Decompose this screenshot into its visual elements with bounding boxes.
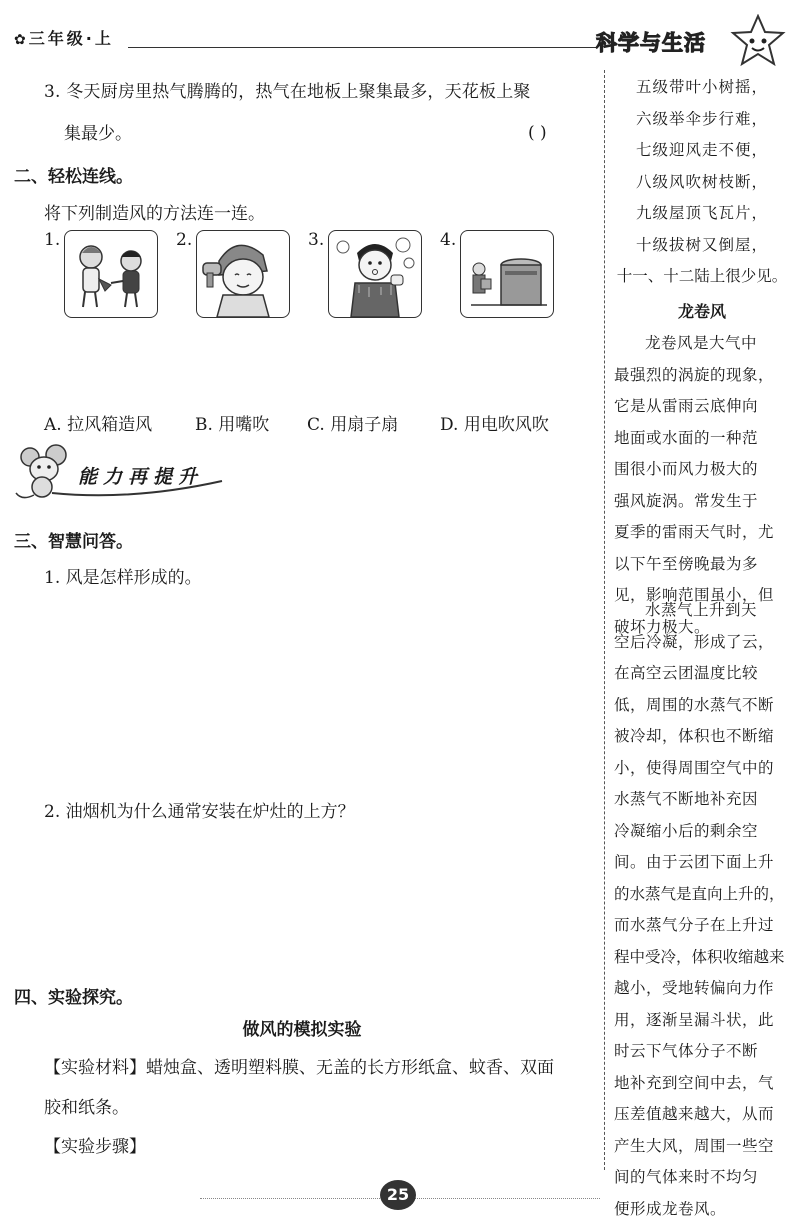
materials-line-2: 胶和纸条。 xyxy=(44,1096,129,1120)
poem-line: 五级带叶小树摇， xyxy=(614,72,790,104)
poem-line: 十一、十二陆上很少见。 xyxy=(614,261,790,293)
para-line: 便形成龙卷风。 xyxy=(614,1194,790,1225)
para-line: 程中受冷，体积收缩越来 xyxy=(614,942,790,974)
option-b: B. 用嘴吹 xyxy=(195,413,269,437)
para-line: 而水蒸气分子在上升过 xyxy=(614,910,790,942)
para-line: 用，逐渐呈漏斗状，此 xyxy=(614,1005,790,1037)
para-line: 破坏力极大。 xyxy=(614,612,790,644)
question-3-line-1: 3. 冬天厨房里热气腾腾的，热气在地板上聚集最多，天花板上聚 xyxy=(44,80,604,104)
para-line: 冷凝缩小后的剩余空 xyxy=(614,816,790,848)
picture-number: 3. xyxy=(308,230,324,250)
steps-label: 【实验步骤】 xyxy=(44,1135,146,1159)
para-line: 围很小而风力极大的 xyxy=(614,454,790,486)
answer-bracket[interactable]: ( ) xyxy=(528,123,547,143)
poem-line: 六级举伞步行难， xyxy=(614,104,790,136)
grade-label: ✿三年级·上 xyxy=(14,26,114,49)
para-line: 以下午至傍晚最为多 xyxy=(614,549,790,581)
option-c: C. 用扇子扇 xyxy=(307,413,398,437)
para-line: 压差值越来越大，从而 xyxy=(614,1099,790,1131)
bellows-kids-icon xyxy=(65,231,157,317)
para-line: 水蒸气不断地补充因 xyxy=(614,784,790,816)
para-line: 最强烈的涡旋的现象， xyxy=(614,360,790,392)
page-number: 25 xyxy=(380,1180,416,1210)
picture-number: 1. xyxy=(44,230,60,250)
hairdryer-girl-icon xyxy=(197,231,289,317)
section-3-title: 三、智慧问答。 xyxy=(14,527,133,552)
poem-line: 九级屋顶飞瓦片， xyxy=(614,198,790,230)
option-a: A. 拉风箱造风 xyxy=(44,413,152,437)
para-line: 间的气体来时不均匀 xyxy=(614,1162,790,1194)
para-line: 龙卷风是大气中 xyxy=(614,328,790,360)
option-d: D. 用电吹风吹 xyxy=(440,413,549,437)
para-line: 水蒸气上升到天 xyxy=(614,595,790,627)
para-line: 地补充到空间中去，气 xyxy=(614,1068,790,1100)
para-line: 越小，受地转偏向力作 xyxy=(614,973,790,1005)
wind-scale-poem xyxy=(614,72,790,293)
sidebar-heading: 龙卷风 xyxy=(614,296,790,328)
para-line: 在高空云团温度比较 xyxy=(614,658,790,690)
section-3-question-2: 2. 油烟机为什么通常安装在炉灶的上方？ xyxy=(44,800,355,824)
poem-line: 七级迎风走不便， xyxy=(614,135,790,167)
para-line: 小，使得周围空气中的 xyxy=(614,753,790,785)
picture-number: 2. xyxy=(176,230,192,250)
section-2-instruction: 将下列制造风的方法连一连。 xyxy=(44,202,265,226)
star-mascot-icon xyxy=(730,14,786,68)
header-rule xyxy=(128,47,598,48)
question-3-line-2: 集最少。 xyxy=(64,122,132,146)
series-title: 科学与生活 xyxy=(596,27,706,57)
sidebar-divider xyxy=(604,70,605,1170)
flower-icon: ✿ xyxy=(14,32,29,48)
experiment-title: 做风的模拟实验 xyxy=(0,1018,604,1042)
picture-number: 4. xyxy=(440,230,456,250)
poem-line: 十级拔树又倒屋， xyxy=(614,230,790,262)
para-line: 空后冷凝，形成了云， xyxy=(614,627,790,659)
kids-with-bellows-picture[interactable] xyxy=(64,230,158,318)
para-line: 时云下气体分子不断 xyxy=(614,1036,790,1068)
tornado-paragraph-2 xyxy=(614,595,790,1225)
para-line: 的水蒸气是直向上升的， xyxy=(614,879,790,911)
stove-bellows-picture[interactable] xyxy=(460,230,554,318)
ability-banner-title: 能力再提升 xyxy=(78,462,203,489)
materials-line-1: 【实验材料】蜡烛盒、透明塑料膜、无盖的长方形纸盒、蚊香、双面 xyxy=(44,1056,600,1080)
para-line: 它是从雷雨云底伸向 xyxy=(614,391,790,423)
para-line: 夏季的雷雨天气时，尤 xyxy=(614,517,790,549)
para-line: 强风旋涡。常发生于 xyxy=(614,486,790,518)
blowing-boy-icon xyxy=(329,231,421,317)
para-line: 地面或水面的一种范 xyxy=(614,423,790,455)
stove-bellows-icon xyxy=(461,231,553,317)
poem-line: 八级风吹树枝断， xyxy=(614,167,790,199)
para-line: 低，周围的水蒸气不断 xyxy=(614,690,790,722)
para-line: 见，影响范围虽小，但 xyxy=(614,580,790,612)
boy-blowing-picture[interactable] xyxy=(328,230,422,318)
section-2-title: 二、轻松连线。 xyxy=(14,162,133,187)
section-4-title: 四、实验探究。 xyxy=(14,983,133,1008)
girl-with-hairdryer-picture[interactable] xyxy=(196,230,290,318)
para-line: 间。由于云团下面上升 xyxy=(614,847,790,879)
para-line: 产生大风，周围一些空 xyxy=(614,1131,790,1163)
section-3-question-1: 1. 风是怎样形成的。 xyxy=(44,566,202,590)
para-line: 被冷却，体积也不断缩 xyxy=(614,721,790,753)
